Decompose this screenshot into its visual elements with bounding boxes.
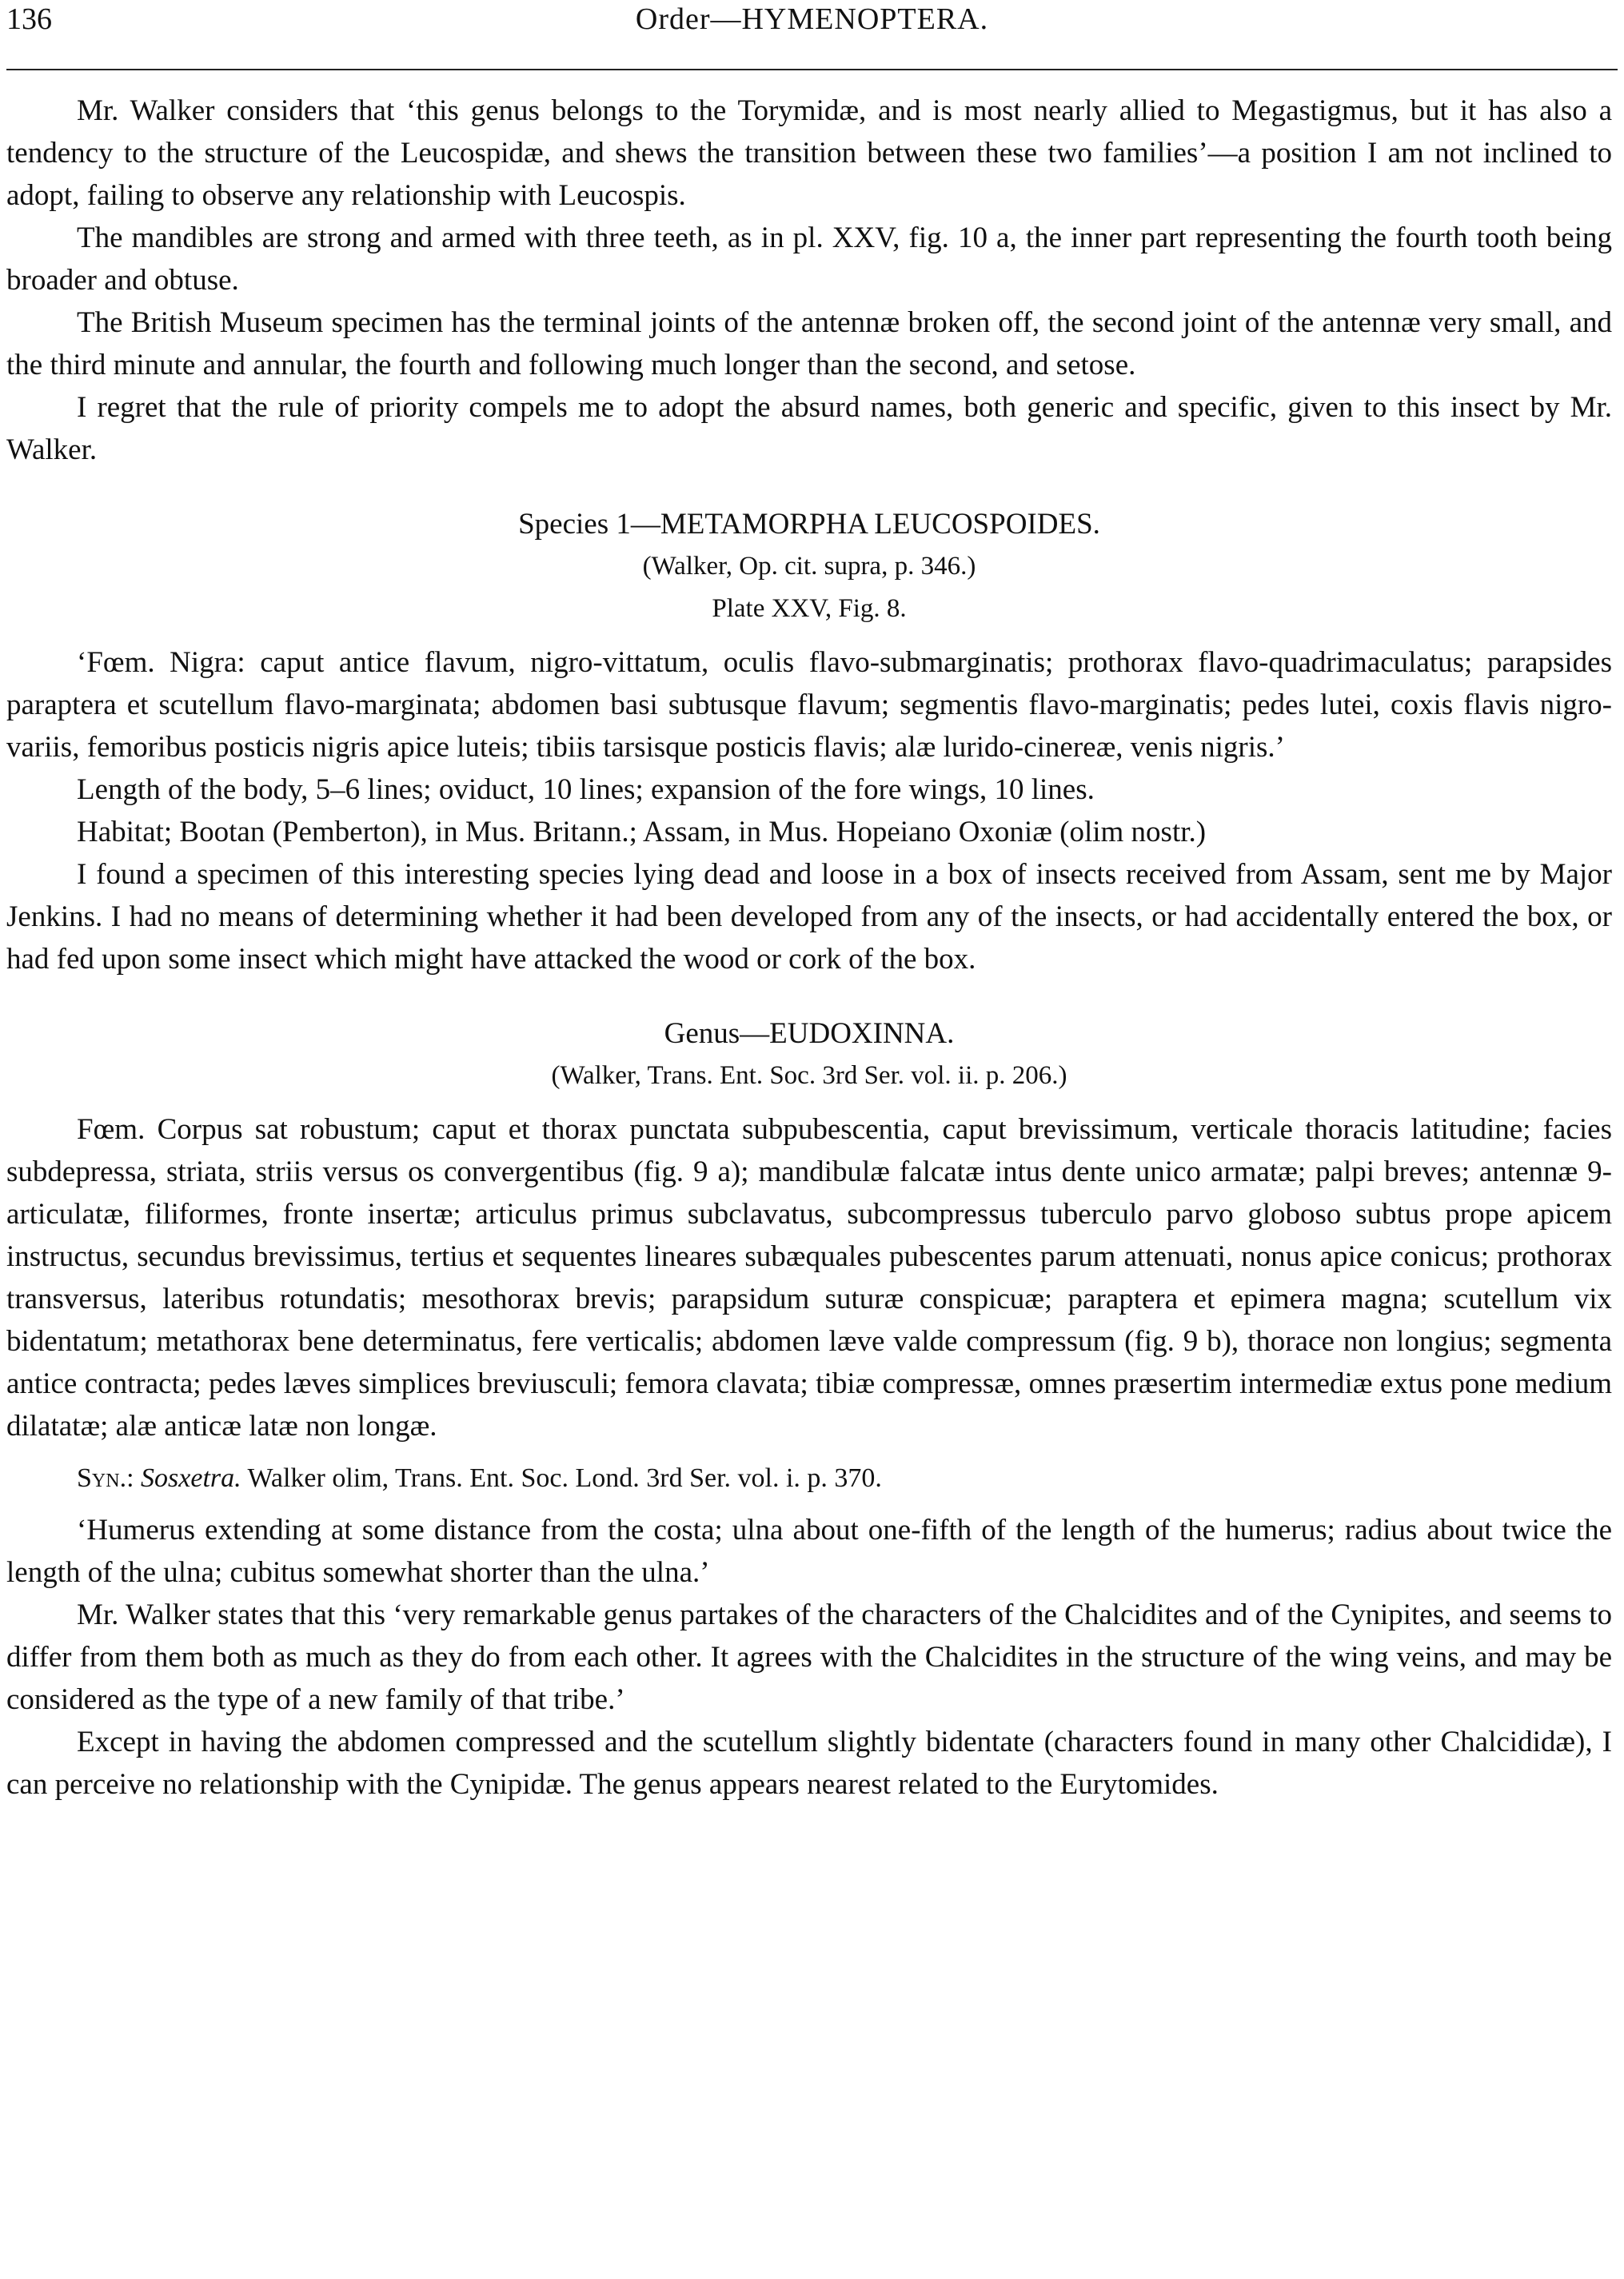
- species-note: I found a specimen of this interesting species lying dead and loose in a box of insects received from Assam, sent me by Major Jenkins. I had no means of determining whether it had been developed from any of the insects, or had accidentally entered the box, or had fed upon some insect which might have attacked the wood or cork of the box.: [6, 858, 1612, 976]
- genus-walker-statement: Mr. Walker states that this ‘very remarkable genus partakes of the characters of the Chalcidites and of the Cynipites, and seems to differ from them both as much as they do from each other. It agrees with the Chalcidites in the structure of the wing veins, and may be considered as the type of a new family of that tribe.’: [6, 1598, 1612, 1716]
- genus-synonym: [77, 1457, 1612, 1499]
- synonym-name: Sosxetra.: [141, 1463, 241, 1493]
- intro-paragraph-4: I regret that the rule of priority compels me to adopt the absurd names, both generic and specific, given to this insect by Mr. Walker.: [6, 391, 1612, 466]
- intro-paragraph-3: The British Museum specimen has the terminal joints of the antennæ broken off, the second joint of the antennæ very small, and the third minute and annular, the fourth and following much longer than the second, and setose.: [6, 306, 1612, 381]
- species-heading: Species 1—METAMORPHA LEUCOSPOIDES.: [518, 508, 1100, 541]
- genus-quote: ‘Humerus extending at some distance from the costa; ulna about one-fifth of the length of the humerus; radius about twice the length of the ulna; cubitus somewhat shorter than the ulna.’: [6, 1514, 1612, 1589]
- genus-citation: (Walker, Trans. Ent. Soc. 3rd Ser. vol. ii. p. 206.): [551, 1061, 1067, 1090]
- page-number: 136: [6, 2, 52, 36]
- page-body: [6, 90, 1612, 1806]
- genus-conclusion: Except in having the abdomen compressed and the scutellum slightly bidentate (characters found in many other Chalcididæ), I can perceive no relationship with the Cynipidæ. The genus appears nearest related to the Eurytomides.: [6, 1726, 1612, 1801]
- species-plate: Plate XXV, Fig. 8.: [712, 594, 907, 623]
- species-habitat: Habitat; Bootan (Pemberton), in Mus. Britann.; Assam, in Mus. Hopeiano Oxoniæ (olim nostr.): [77, 816, 1207, 848]
- header-rule: [6, 69, 1618, 70]
- synonym-label: Syn.:: [77, 1463, 134, 1493]
- species-citation: (Walker, Op. cit. supra, p. 346.): [642, 552, 976, 581]
- page-header: [6, 0, 1618, 42]
- synonym-reference: Walker olim, Trans. Ent. Soc. Lond. 3rd Ser. vol. i. p. 370.: [247, 1463, 882, 1493]
- genus-heading: Genus—EUDOXINNA.: [664, 1017, 955, 1050]
- species-description: ‘Fœm. Nigra: caput antice flavum, nigro-vittatum, oculis flavo-submarginatis; prothorax flavo-quadrimaculatus; parapsides paraptera et scutellum flavo-marginata; abdomen basi subtusque flavum; segmentis flavo-marginatis; pedes lutei, coxis flavis nigro-variis, femoribus posticis nigris apice luteis; tibiis tarsisque posticis flavis; alæ lurido-cinereæ, venis nigris.’: [6, 646, 1612, 764]
- intro-paragraph-2: The mandibles are strong and armed with three teeth, as in pl. XXV, fig. 10 a, the inner part representing the fourth tooth being broader and obtuse.: [6, 222, 1612, 297]
- genus-description: Fœm. Corpus sat robustum; caput et thorax punctata subpubescentia, caput brevissimum, verticale thoracis latitudine; facies subdepressa, striata, striis versus os convergentibus (fig. 9 a); mandibulæ falcatæ intus dente unico armatæ; palpi breves; antennæ 9-articulatæ, filiformes, fronte insertæ; articulus primus subclavatus, subcompressus tuberculo parvo globoso subtus prope apicem instructus, secundus brevissimus, tertius et sequentes lineares subæquales pubescentes parum attenuati, nonus apice conicus; prothorax transversus, lateribus rotundatis; mesothorax brevis; parapsidum suturæ conspicuæ; paraptera et epimera magna; scutellum vix bidentatum; metathorax bene determinatus, fere verticalis; abdomen læve valde compressum (fig. 9 b), thorace non longius; segmenta antice contracta; pedes læves simplices breviusculi; femora clavata; tibiæ compressæ, omnes præsertim intermediæ extus pone medium dilatatæ; alæ anticæ latæ non longæ.: [6, 1113, 1612, 1443]
- species-length: Length of the body, 5–6 lines; oviduct, 10 lines; expansion of the fore wings, 10 lines.: [77, 773, 1095, 806]
- intro-paragraph-1: Mr. Walker considers that ‘this genus belongs to the Torymidæ, and is most nearly allied to Megastigmus, but it has also a tendency to the structure of the Leucospidæ, and shews the transition between these two families’—a position I am not inclined to adopt, failing to observe any relationship with Leucospis.: [6, 94, 1612, 212]
- running-head: Order—HYMENOPTERA.: [635, 2, 989, 36]
